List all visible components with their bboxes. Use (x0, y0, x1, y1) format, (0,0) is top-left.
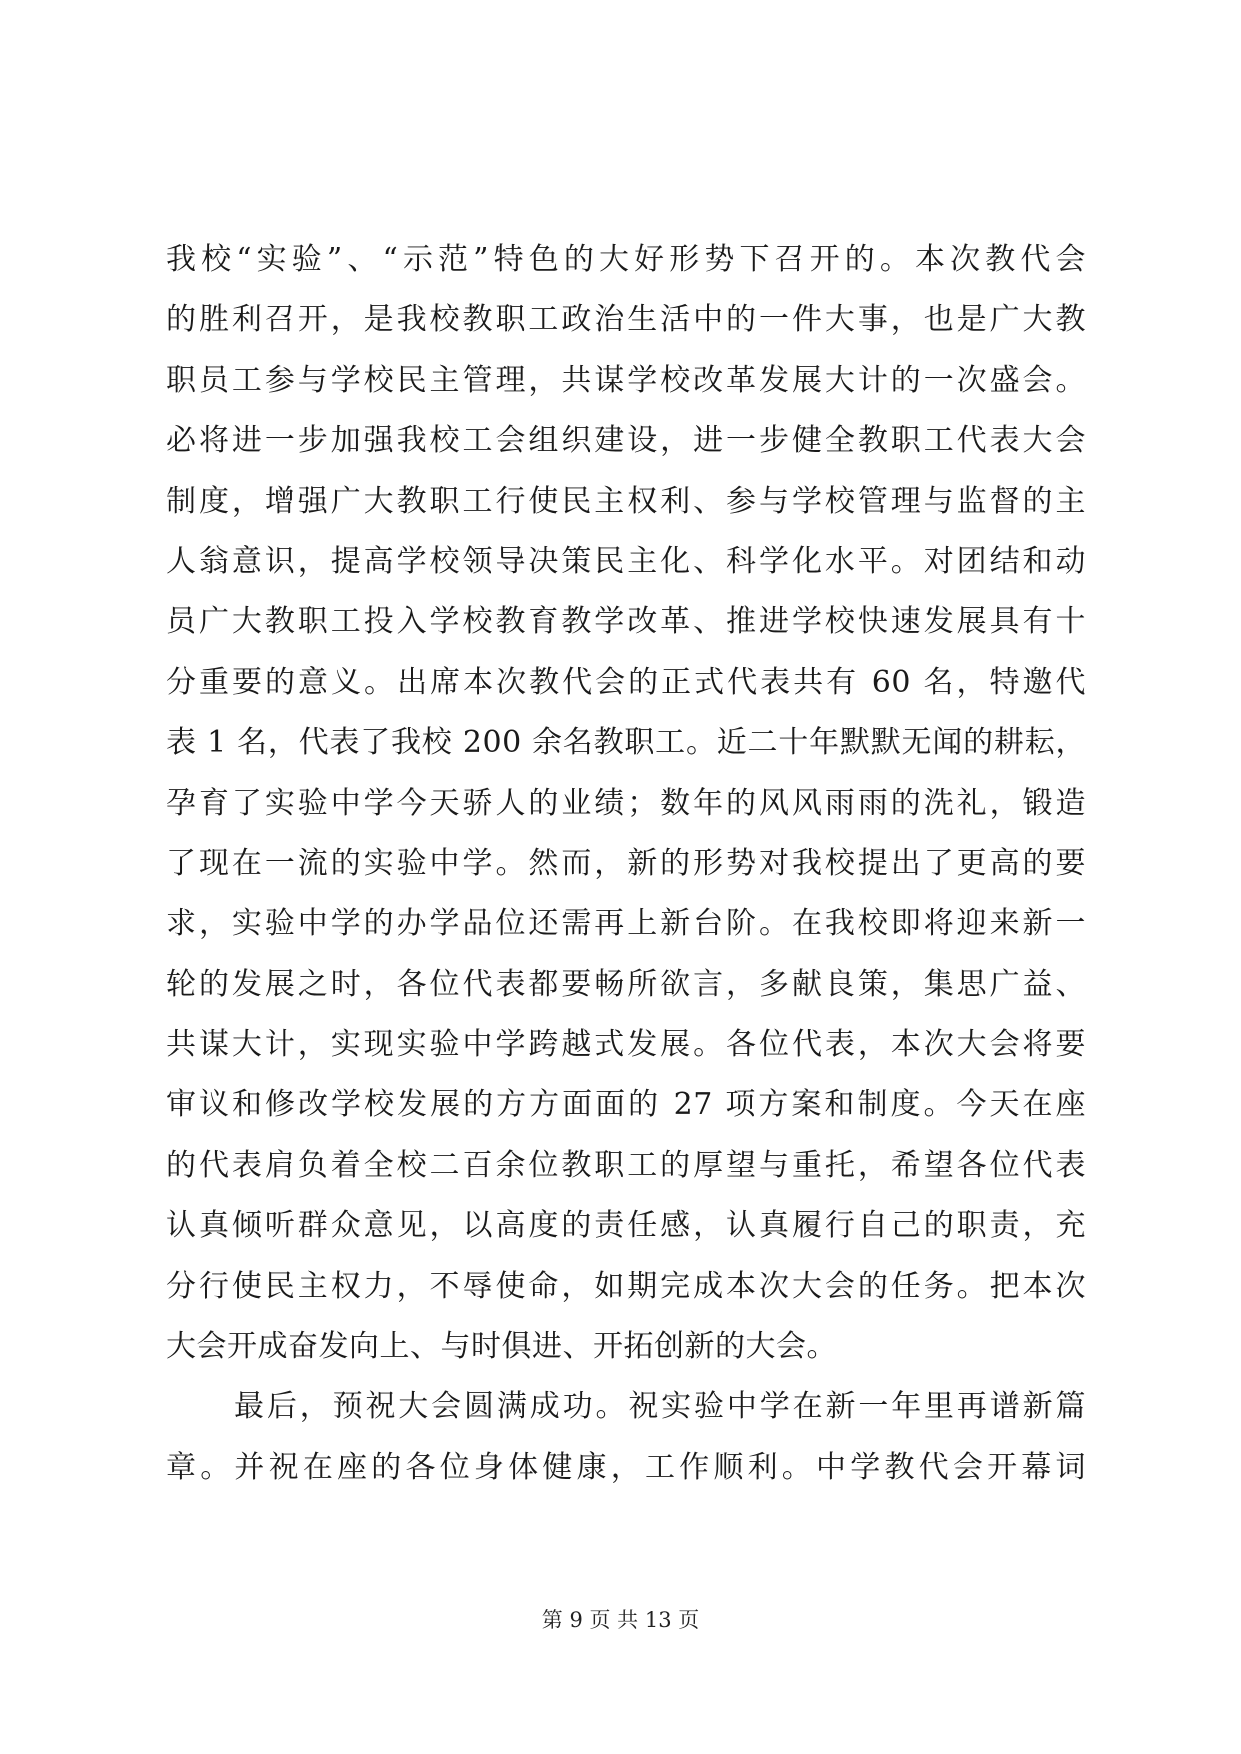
text-line: 最后，预祝大会圆满成功。祝实验中学在新一年里再谱新篇 (234, 1389, 1086, 1425)
document-body (166, 230, 1086, 1498)
text-line: 大会开成奋发向上、与时俱进、开拓创新的大会。 (166, 1329, 837, 1365)
text-line: 认真倾听群众意见，以高度的责任感，认真履行自己的职责，充 (166, 1208, 1086, 1244)
text-line: 我校“实验”、“示范”特色的大好形势下召开的。本次教代会 (166, 242, 1086, 277)
text-line: 章。并祝在座的各位身体健康，工作顺利。中学教代会开幕词 (166, 1449, 1086, 1485)
text-line: 审议和修改学校发展的方方面面的 27 项方案和制度。今天在座 (166, 1087, 1086, 1123)
text-line: 必将进一步加强我校工会组织建设，进一步健全教职工代表大会 (166, 423, 1086, 459)
text-line: 轮的发展之时，各位代表都要畅所欲言，多献良策，集思广益、 (166, 966, 1086, 1002)
text-line: 制度，增强广大教职工行使民主权利、参与学校管理与监督的主 (166, 483, 1086, 519)
text-line: 了现在一流的实验中学。然而，新的形势对我校提出了更高的要 (166, 845, 1086, 881)
text-line: 求，实验中学的办学品位还需再上新台阶。在我校即将迎来新一 (166, 906, 1086, 942)
text-line: 孕育了实验中学今天骄人的业绩；数年的风风雨雨的洗礼，锻造 (166, 785, 1086, 821)
text-line: 的代表肩负着全校二百余位教职工的厚望与重托，希望各位代表 (166, 1147, 1086, 1183)
text-line: 员广大教职工投入学校教育教学改革、推进学校快速发展具有十 (166, 604, 1086, 640)
text-line: 职员工参与学校民主管理，共谋学校改革发展大计的一次盛会。 (166, 362, 1086, 398)
text-line: 分重要的意义。出席本次教代会的正式代表共有 60 名，特邀代 (166, 664, 1086, 700)
text-line: 人翁意识，提高学校领导决策民主化、科学化水平。对团结和动 (166, 543, 1086, 579)
text-line: 表 1 名，代表了我校 200 余名教职工。近二十年默默无闻的耕耘， (166, 725, 1086, 761)
text-line: 的胜利召开，是我校教职工政治生活中的一件大事，也是广大教 (166, 302, 1086, 338)
text-line: 分行使民主权力，不辱使命，如期完成本次大会的任务。把本次 (166, 1268, 1086, 1304)
text-line: 共谋大计，实现实验中学跨越式发展。各位代表，本次大会将要 (166, 1027, 1086, 1063)
page-number-footer: 第 9 页 共 13 页 (541, 1608, 700, 1632)
